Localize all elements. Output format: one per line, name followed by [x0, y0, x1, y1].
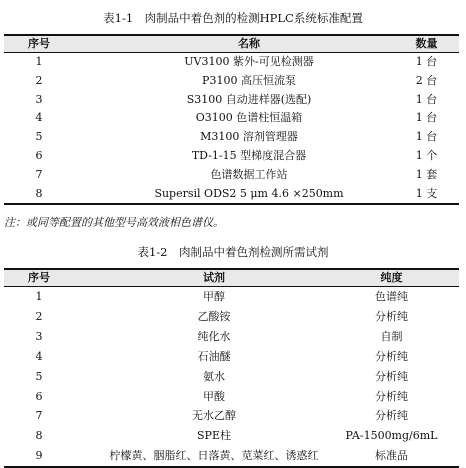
header-reagent: 试剂: [74, 269, 324, 287]
cell-qty: 1 台: [415, 111, 438, 125]
cell-no: 8: [35, 429, 43, 443]
table-row: [4, 147, 459, 166]
cell-reagent: 无水乙醇: [192, 409, 236, 423]
cell-no: 7: [35, 167, 43, 181]
cell-name: S3100 自动进样器(选配): [186, 92, 312, 106]
cell-purity: 分析纯: [375, 409, 408, 423]
cell-name: O3100 色谱柱恒温箱: [195, 111, 303, 125]
header-no: 序号: [4, 35, 74, 53]
cell-qty: 1 台: [415, 92, 438, 106]
cell-no: 2: [35, 309, 43, 323]
table-row: [4, 347, 459, 367]
cell-purity: 色谱纯: [375, 290, 408, 303]
header-name: 名称: [74, 35, 394, 53]
cell-no: 8: [4, 185, 74, 205]
table-note: 注：或同等配置的其他型号高效液相色谱仪。: [4, 216, 224, 229]
table-header-row: [4, 35, 459, 53]
cell-name: M3100 溶剂管理器: [200, 130, 298, 144]
cell-name: 色谱数据工作站: [210, 167, 288, 181]
cell-purity: PA-1500mg/6mL: [345, 429, 438, 443]
cell-no: 7: [35, 409, 43, 423]
table-row: [4, 367, 459, 387]
cell-name: Supersil ODS2 5 μm 4.6 ×250mm: [74, 185, 394, 205]
header-purity: 纯度: [324, 269, 459, 287]
table-row: [4, 426, 459, 446]
cell-no: 2: [35, 73, 43, 87]
table-row: [4, 109, 459, 128]
cell-purity: 分析纯: [375, 389, 408, 403]
cell-reagent: 石油醚: [197, 349, 231, 363]
cell-name: P3100 高压恒流泵: [202, 73, 296, 87]
header-no: 序号: [4, 269, 74, 287]
table-row: [4, 327, 459, 347]
table-row: [4, 128, 459, 147]
cell-no: 6: [35, 389, 43, 403]
table-row: [4, 406, 459, 426]
table2-caption: 表1-2 肉制品中着色剂检测所需试剂: [137, 245, 329, 259]
table-row: [4, 387, 459, 407]
cell-purity: 分析纯: [375, 349, 408, 363]
cell-no: 3: [35, 329, 43, 343]
cell-no: 9: [4, 446, 74, 467]
reagent-table: [4, 268, 459, 468]
cell-no: 5: [35, 130, 43, 144]
table-row: [4, 287, 459, 307]
cell-no: 4: [35, 349, 43, 363]
cell-qty: 1 套: [415, 167, 438, 181]
table-row: [4, 72, 459, 91]
cell-reagent: SPE柱: [197, 429, 231, 443]
table-row: [4, 53, 459, 72]
table-row: [4, 166, 459, 185]
cell-reagent: 柠檬黄、胭脂红、日落黄、苋菜红、诱惑红: [74, 446, 324, 467]
cell-qty: 2 台: [415, 73, 438, 87]
cell-qty: 1 个: [415, 148, 438, 162]
cell-purity: 分析纯: [375, 309, 408, 323]
table-row: [4, 446, 459, 467]
table-row: [4, 91, 459, 110]
cell-purity: 标准品: [324, 446, 459, 467]
cell-no: 3: [35, 92, 43, 106]
table-row: [4, 185, 459, 205]
table1-caption: 表1-1 肉制品中着色剂的检测HPLC系统标准配置: [103, 11, 363, 25]
cell-reagent: 纯化水: [197, 329, 231, 343]
cell-no: 4: [35, 111, 43, 125]
cell-reagent: 乙酸铵: [197, 309, 231, 323]
cell-reagent: 氨水: [203, 369, 225, 383]
cell-no: 6: [35, 148, 43, 162]
cell-no: 1: [35, 290, 43, 303]
cell-name: TD-1-15 型梯度混合器: [191, 148, 307, 162]
cell-qty: 1 支: [394, 185, 459, 205]
equipment-table: [4, 34, 459, 205]
table-row: [4, 307, 459, 327]
cell-qty: 1 台: [415, 130, 438, 144]
table-header-row: [4, 269, 459, 287]
cell-reagent: 甲醇: [203, 290, 225, 303]
cell-reagent: 甲酸: [203, 389, 225, 403]
header-qty: 数量: [394, 35, 459, 53]
cell-qty: 1 台: [415, 55, 438, 68]
cell-purity: 分析纯: [375, 369, 408, 383]
cell-no: 1: [35, 55, 43, 68]
cell-no: 5: [35, 369, 43, 383]
cell-name: UV3100 紫外-可见检测器: [184, 55, 314, 68]
cell-purity: 自制: [380, 329, 403, 343]
